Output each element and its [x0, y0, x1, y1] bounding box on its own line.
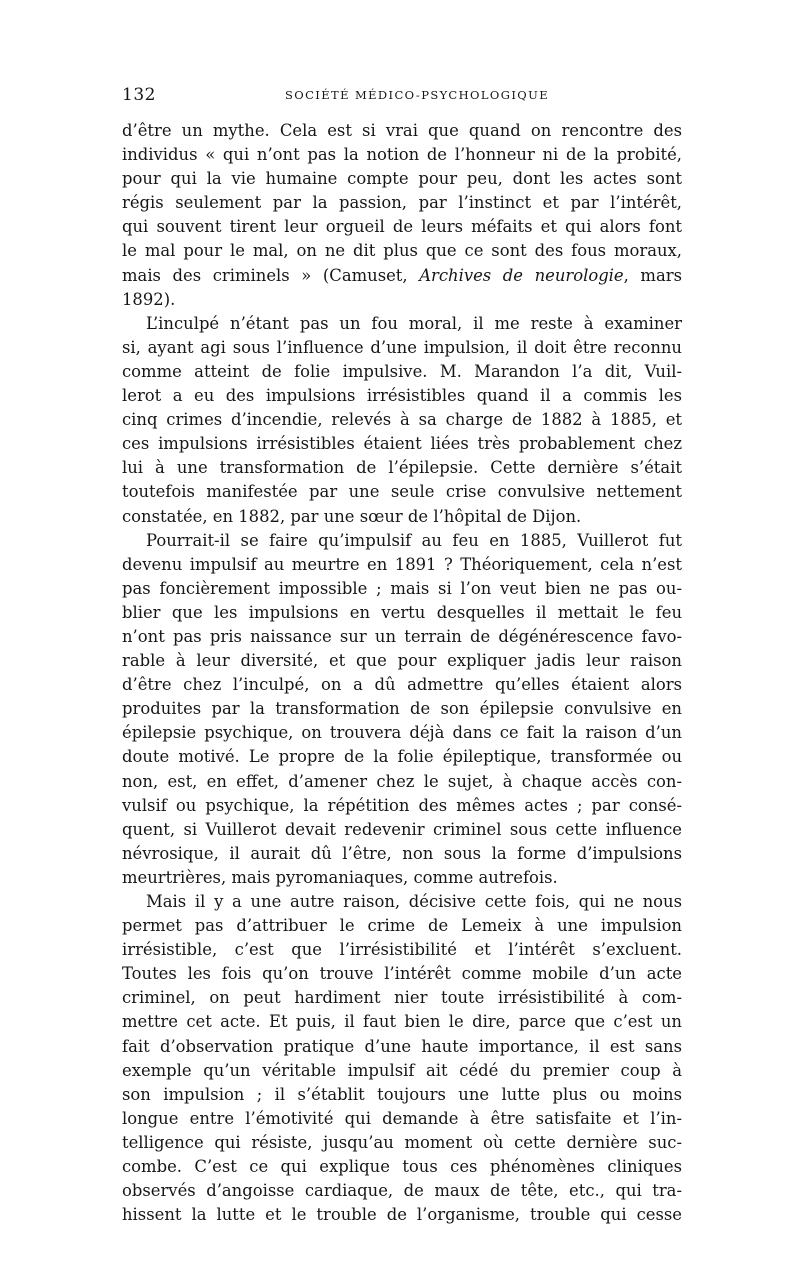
text-line: fait d’observation pratique d’une haute importance, il est sans [122, 1036, 682, 1056]
text-line-with-citation [122, 264, 682, 288]
body-text [122, 119, 682, 1227]
text-line: exemple qu’un véritable impulsif ait cédé du premier coup à [122, 1060, 682, 1080]
text-line: combe. C’est ce qui explique tous ces phénomènes cliniques [122, 1157, 682, 1177]
text-line: permet pas d’attribuer le crime de Lemeix à une impulsion [122, 916, 682, 936]
text-line: névrosique, il aurait dû l’être, non sous la forme d’impulsions [122, 843, 682, 863]
text-line: hissent la lutte et le trouble de l’organisme, trouble qui cesse [122, 1205, 682, 1225]
text-line: telligence qui résiste, jusqu’au moment où cette dernière suc- [122, 1132, 682, 1152]
text-line: vulsif ou psychique, la répétition des mêmes actes ; par consé- [122, 795, 682, 815]
text-line: qui souvent tirent leur orgueil de leurs méfaits et qui alors font [122, 217, 682, 237]
text-line: toutefois manifestée par une seule crise convulsive nettement [122, 482, 682, 502]
text-line: pas foncièrement impossible ; mais si l’on veut bien ne pas ou- [122, 578, 682, 598]
text-line: régis seulement par la passion, par l’instinct et par l’intérêt, [122, 193, 682, 213]
text-line: comme atteint de folie impulsive. M. Marandon l’a dit, Vuil- [122, 361, 682, 381]
journal-title: Archives de neurologie [419, 265, 624, 285]
text-line: 1892). [122, 289, 176, 309]
text-line: cinq crimes d’incendie, relevés à sa charge de 1882 à 1885, et [122, 410, 682, 430]
running-head: SOCIÉTÉ MÉDICO-PSYCHOLOGIQUE [284, 88, 549, 102]
page-header [122, 85, 682, 115]
text-line: Pourrait-il se faire qu’impulsif au feu en 1885, Vuillerot fut [146, 530, 682, 550]
text-line: irrésistible, c’est que l’irrésistibilité et l’intérêt s’excluent. [122, 940, 682, 960]
text-line: son impulsion ; il s’établit toujours une lutte plus ou moins [122, 1084, 682, 1104]
text-line: si, ayant agi sous l’influence d’une impulsion, il doit être reconnu [122, 337, 682, 357]
text-line: mettre cet acte. Et puis, il faut bien le dire, parce que c’est un [122, 1012, 682, 1032]
paragraph-1 [122, 119, 682, 312]
citation-suffix: , mars [623, 265, 682, 285]
text-line: meurtrières, mais pyromaniaques, comme autrefois. [122, 867, 558, 887]
text-line: produites par la transformation de son épilepsie convulsive en [122, 699, 682, 719]
paragraph-4 [122, 890, 682, 1227]
text-line: devenu impulsif au meurtre en 1891 ? Théoriquement, cela n’est [122, 554, 682, 574]
text-line: n’ont pas pris naissance sur un terrain de dégénérescence favo- [122, 626, 682, 646]
text-line: doute motivé. Le propre de la folie épileptique, transformée ou [122, 747, 682, 767]
text-line: constatée, en 1882, par une sœur de l’hôpital de Dijon. [122, 506, 582, 526]
text-line: Toutes les fois qu’on trouve l’intérêt comme mobile d’un acte [122, 964, 682, 984]
text-line: lui à une transformation de l’épilepsie. Cette dernière s’était [122, 458, 682, 478]
text-line: non, est, en effet, d’amener chez le sujet, à chaque accès con- [122, 771, 682, 791]
text-line: ces impulsions irrésistibles étaient liées très probablement chez [122, 434, 682, 454]
text-line: rable à leur diversité, et que pour expliquer jadis leur raison [122, 651, 682, 671]
text-line: L’inculpé n’étant pas un fou moral, il me reste à examiner [146, 313, 682, 333]
citation-prefix: mais des criminels » (Camuset, [122, 265, 420, 285]
text-line: observés d’angoisse cardiaque, de maux de tête, etc., qui tra- [122, 1181, 682, 1201]
page-number: 132 [122, 85, 156, 105]
text-line: le mal pour le mal, on ne dit plus que ce sont des fous moraux, [122, 241, 682, 261]
text-line: pour qui la vie humaine compte pour peu, dont les actes sont [122, 169, 682, 189]
paragraph-3 [122, 529, 682, 890]
text-line: longue entre l’émotivité qui demande à être satisfaite et l’in- [122, 1108, 682, 1128]
text-line: blier que les impulsions en vertu desquelles il mettait le feu [122, 602, 682, 622]
text-line: épilepsie psychique, on trouvera déjà dans ce fait la raison d’un [122, 723, 682, 743]
text-line: individus « qui n’ont pas la notion de l’honneur ni de la probité, [122, 145, 682, 165]
paragraph-2 [122, 312, 682, 529]
text-line: d’être chez l’inculpé, on a dû admettre qu’elles étaient alors [122, 675, 682, 695]
text-line: lerot a eu des impulsions irrésistibles quand il a commis les [122, 386, 682, 406]
book-page [122, 85, 682, 1227]
text-line: d’être un mythe. Cela est si vrai que quand on rencontre des [122, 121, 682, 140]
text-line: quent, si Vuillerot devait redevenir criminel sous cette influence [122, 819, 682, 839]
text-line: criminel, on peut hardiment nier toute irrésistibilité à com- [122, 988, 682, 1008]
text-line: Mais il y a une autre raison, décisive cette fois, qui ne nous [146, 892, 682, 911]
